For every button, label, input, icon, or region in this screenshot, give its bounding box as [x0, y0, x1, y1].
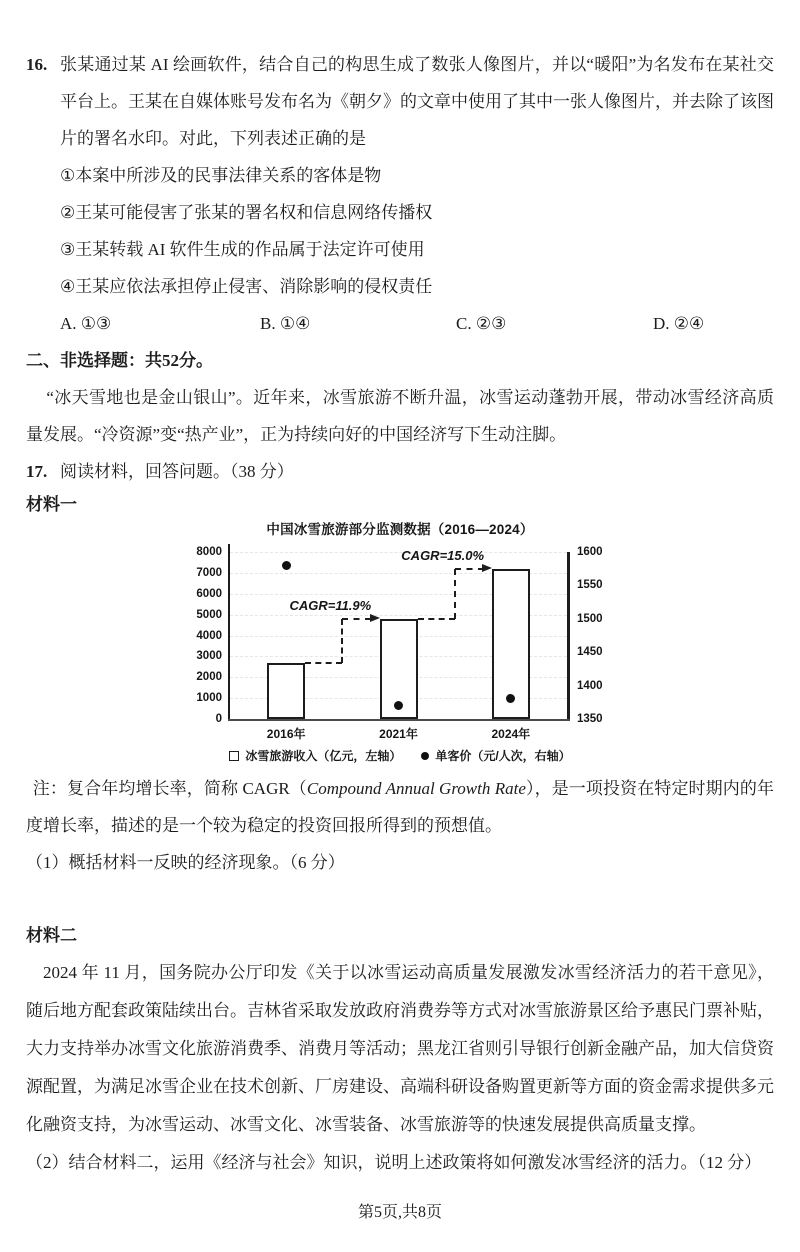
question-16: [26, 46, 774, 342]
section-2-header: 二、非选择题：共52分。: [26, 351, 213, 370]
left-axis-tick-label: 2000: [196, 671, 222, 684]
right-axis-tick-label: 1350: [577, 713, 603, 725]
left-axis-tick-label: 3000: [196, 650, 222, 663]
chart-title: 中国冰雪旅游部分监测数据（2016—2024）: [266, 522, 534, 537]
cagr-connector-h2: [342, 618, 371, 620]
category-label: 2021年: [379, 727, 418, 741]
cagr-note-english: Compound Annual Growth Rate: [306, 779, 526, 798]
left-axis-tick-label: 5000: [196, 608, 222, 621]
left-axis-tick-label: 0: [215, 713, 222, 725]
option-c: C. ②③: [456, 314, 507, 333]
cagr-arrowhead-icon: [370, 614, 380, 622]
cagr-connector-h2: [455, 568, 484, 570]
left-axis-line: [228, 544, 231, 719]
material-2-text: 2024 年 11 月，国务院办公厅印发《关于以冰雪运动高质量发展激发冰雪经济活力的若干意见》，随后地方配套政策陆续出台。吉林省采取发放政府消费券等方式对冰雪旅游景区给予惠民门票补贴，大力支持举办冰雪文化旅游消费季、消费月等活动；黑龙江省则引导银行创新金融产品，加大信贷资源配置，为满足冰雪企业在技术创新、厂房建设、高端科研设备购置更新等方面的资金需求提供多元化融资支持，为冰雪运动、冰雪文化、冰雪装备、冰雪旅游等的快速发展提供高质量支撑。: [26, 963, 774, 1134]
right-axis-tick-label: 1450: [577, 646, 603, 659]
x-axis-line: [228, 719, 570, 721]
category-label: 2016年: [266, 727, 306, 741]
right-axis-tick-label: 1500: [577, 612, 603, 625]
right-axis-tick-label: 1550: [577, 579, 603, 592]
cagr-label: CAGR=15.0%: [401, 547, 485, 563]
cagr-label: CAGR=11.9%: [289, 597, 372, 613]
question-17-head: [26, 453, 774, 490]
question-17-number: 17.: [26, 462, 48, 481]
cagr-connector-h1: [418, 618, 455, 620]
option-a: A. ①③: [60, 314, 112, 333]
question-17-instruction: 阅读材料，回答问题。（38 分）: [60, 462, 294, 481]
question-16-item-2: ②王某可能侵害了张某的署名权和信息网络传播权: [60, 203, 433, 222]
ice-snow-tourism-chart: [180, 520, 620, 770]
right-axis-line: [567, 552, 570, 719]
option-d: D. ②④: [653, 314, 705, 333]
material-2-label: 材料二: [26, 926, 77, 945]
left-axis-tick-label: 8000: [196, 546, 222, 558]
cagr-connector-v: [454, 569, 456, 619]
material-1-label: 材料一: [26, 495, 77, 514]
cagr-note: [26, 770, 774, 844]
question-16-stem: 张某通过某 AI 绘画软件，结合自己的构思生成了数张人像图片，并以“暖阳”为名发布在某社交平台上。王某在自媒体账号发布名为《朝夕》的文章中使用了其中一张人像图片，并去除了该图片的署名水印。对此，下列表述正确的是: [60, 55, 774, 148]
gridline: [230, 552, 567, 553]
left-axis-tick-label: 1000: [196, 692, 222, 705]
question-16-options: [60, 305, 774, 342]
left-axis-tick-label: 7000: [196, 566, 222, 579]
cagr-connector-h1: [305, 662, 342, 664]
section-2-intro: “冰天雪地也是金山银山”。近年来，冰雪旅游不断升温，冰雪运动蓬勃开展，带动冰雪经济高质量发展。“冷资源”变“热产业”，正为持续向好的中国经济写下生动注脚。: [26, 388, 774, 444]
cagr-arrowhead-icon: [482, 564, 492, 572]
legend-label-revenue: 冰雪旅游收入（亿元，左轴）: [245, 749, 402, 763]
chart-plot-area: [180, 540, 620, 745]
page-number: 第5页,共8页: [357, 1204, 442, 1221]
legend-label-price: 单客价（元/人次，右轴）: [435, 749, 571, 763]
cagr-note-prefix: 注：复合年均增长率，简称 CAGR（: [32, 779, 307, 798]
category-label: 2024年: [491, 727, 531, 741]
question-16-item-1: ①本案中所涉及的民事法律关系的客体是物: [60, 166, 382, 185]
left-axis-tick-label: 6000: [196, 587, 222, 600]
legend-item-revenue: [229, 745, 401, 767]
dot-legend-marker-icon: [421, 752, 429, 760]
question-16-item-4: ④王某应依法承担停止侵害、消除影响的侵权责任: [60, 277, 433, 296]
question-17-part1: （1）概括材料一反映的经济现象。（6 分）: [26, 853, 345, 872]
question-16-item-3: ③王某转载 AI 软件生成的作品属于法定许可使用: [60, 240, 425, 259]
revenue-bar: [267, 663, 305, 719]
option-b: B. ①④: [260, 314, 311, 333]
left-axis-tick-label: 4000: [196, 629, 222, 642]
right-axis-tick-label: 1600: [577, 546, 603, 558]
chart-legend: [180, 745, 620, 767]
right-axis-tick-label: 1400: [577, 679, 603, 692]
question-17-part2: （2）结合材料二，运用《经济与社会》知识，说明上述政策将如何激发冰雪经济的活力。（12 分）: [26, 1153, 762, 1172]
bar-legend-marker-icon: [229, 751, 239, 761]
legend-item-price: [421, 745, 570, 767]
cagr-connector-v: [341, 619, 343, 663]
question-16-number: 16.: [26, 55, 48, 74]
price-dot: [282, 561, 291, 570]
cagr-note-suffix: ），是一项投资在特定时期内的年度增长率，描述的是一个较为稳定的投资回报所得到的预想值。: [26, 779, 774, 835]
